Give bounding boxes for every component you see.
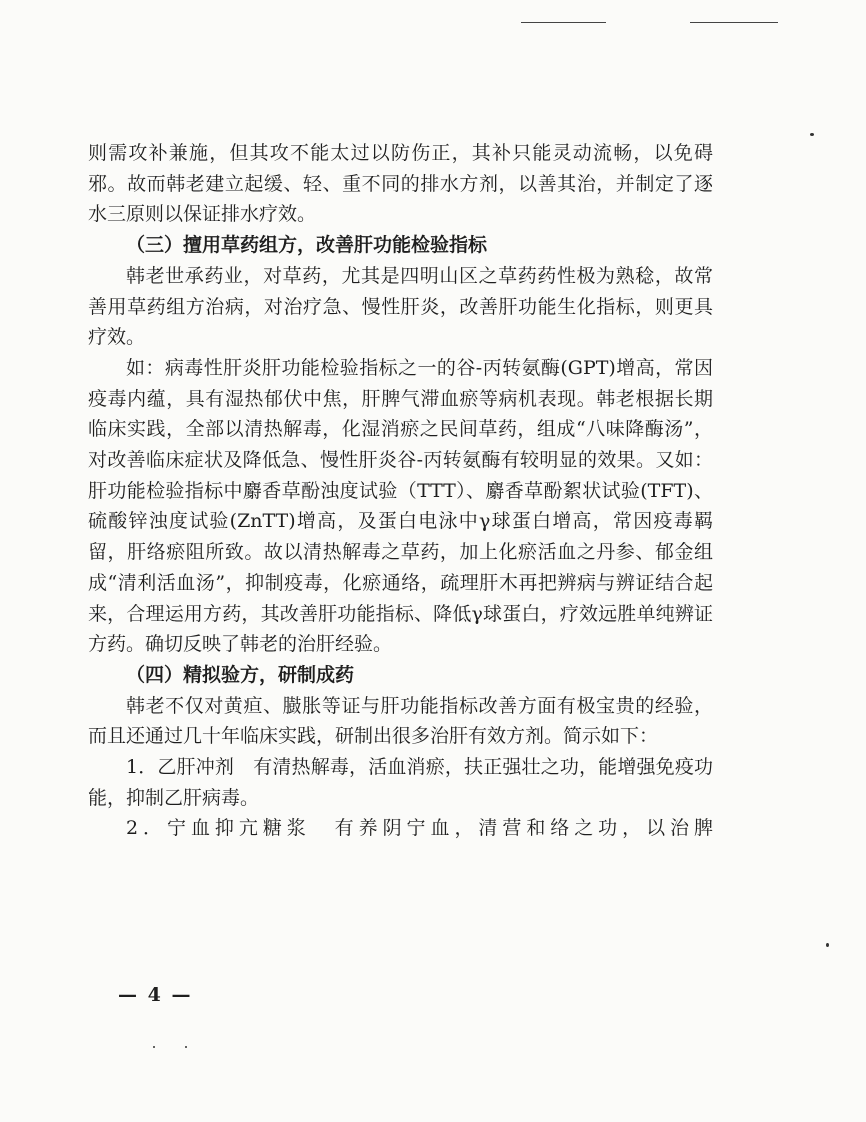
list-item: 2．宁血抑亢糖浆 有养阴宁血，清营和络之功，以治脾 <box>126 817 713 840</box>
page-number: — 4 — <box>118 984 193 1006</box>
scan-speck <box>826 943 829 947</box>
header-rule-right <box>690 22 778 23</box>
header-rule-left <box>521 22 606 23</box>
paragraph: 韩老世承药业，对草药，尤其是四明山区之草药药性极为熟稔，故常善用草药组方治病，对治疗急、慢性肝炎，改善肝功能生化指标，则更具疗效。 <box>88 264 713 349</box>
list-item: 1．乙肝冲剂 有清热解毒，活血消瘀，扶正强壮之功，能增强免疫功能，抑制乙肝病毒。 <box>88 756 713 809</box>
section-heading-4: （四）精拟验方，研制成药 <box>126 663 355 686</box>
scan-speck <box>153 1046 155 1048</box>
paragraph: 韩老不仅对黄疸、臌胀等证与肝功能指标改善方面有极宝贵的经验，而且还通过几十年临床实践，研制出很多治肝有效方剂。简示如下： <box>88 694 713 748</box>
paragraph-continuation: 则需攻补兼施，但其攻不能太过以防伤正，其补只能灵动流畅，以免碍邪。故而韩老建立起缓、轻、重不同的排水方剂，以善其治，并制定了逐水三原则以保证排水疗效。 <box>88 142 713 226</box>
page-body <box>88 138 713 844</box>
scan-speck <box>185 1046 187 1048</box>
scan-speck <box>810 133 814 136</box>
paragraph: 如：病毒性肝炎肝功能检验指标之一的谷-丙转氨酶(GPT)增高，常因疫毒内蕴，具有湿热郁伏中焦，肝脾气滞血瘀等病机表现。韩老根据长期临床实践，全部以清热解毒，化湿消瘀之民间草药，组成“八味降酶汤”，对改善临床症状及降低急、慢性肝炎谷-丙转氨酶有较明显的效果。又如：肝功能检验指标中麝香草酚浊度试验（TTT）、麝香草酚絮状试验(TFT)、硫酸锌浊度试验(ZnTT)增高，及蛋白电泳中γ球蛋白增高，常因疫毒羁留，肝络瘀阻所致。故以清热解毒之草药，加上化瘀活血之丹参、郁金组成“清利活血汤”，抑制疫毒，化瘀通络，疏理肝木再把辨病与辨证结合起来，合理运用方药，其改善肝功能指标、降低γ球蛋白，疗效远胜单纯辨证方药。确切反映了韩老的治肝经验。 <box>88 356 713 656</box>
section-heading-3: （三）擅用草药组方，改善肝功能检验指标 <box>126 234 488 257</box>
